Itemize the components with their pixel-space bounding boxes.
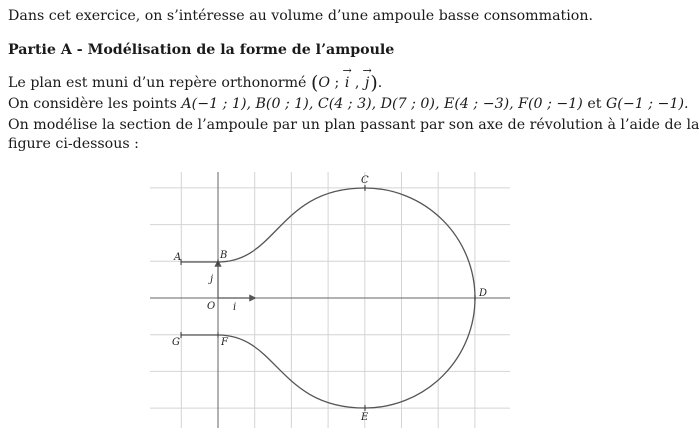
figure-caption: figure ci-dessous : bbox=[8, 136, 139, 152]
points-prefix: On considère les points bbox=[8, 96, 177, 112]
label-a: A bbox=[174, 252, 182, 263]
intro-text: Dans cet exercice, on s’intéresse au volume d’une ampoule basse consommation. bbox=[8, 8, 593, 24]
points-list: A(−1 ; 1), B(0 ; 1), C(4 ; 3), D(7 ; 0), E(4 ; −3), F(0 ; −1) bbox=[181, 96, 583, 112]
label-e: E bbox=[361, 412, 369, 423]
vector-i-label: → i bbox=[344, 75, 351, 91]
label-g: G bbox=[172, 337, 180, 348]
label-i: i bbox=[233, 302, 237, 313]
label-d: D bbox=[479, 288, 488, 299]
plan-sentence: Le plan est muni d’un repère orthonormé (O ; → i , → j). bbox=[8, 72, 382, 94]
origin-label: O bbox=[318, 75, 331, 91]
bulb-figure bbox=[150, 170, 512, 432]
points-last: G(−1 ; −1). bbox=[605, 96, 689, 112]
model-sentence: On modélise la section de l’ampoule par un plan passant par son axe de révolution à l’aide de la bbox=[8, 117, 699, 133]
plan-text: Le plan est muni d’un repère orthonormé bbox=[8, 75, 307, 91]
label-c: C bbox=[361, 175, 369, 186]
label-f: F bbox=[221, 337, 228, 348]
points-sentence bbox=[8, 96, 689, 112]
points-connector: et bbox=[587, 96, 602, 112]
label-o: O bbox=[207, 301, 216, 312]
part-title: Partie A - Modélisation de la forme de l’ampoule bbox=[8, 42, 395, 58]
label-j: j bbox=[210, 274, 214, 285]
grid bbox=[150, 172, 510, 428]
label-b: B bbox=[220, 250, 228, 261]
vector-j-label: → j bbox=[364, 75, 370, 91]
